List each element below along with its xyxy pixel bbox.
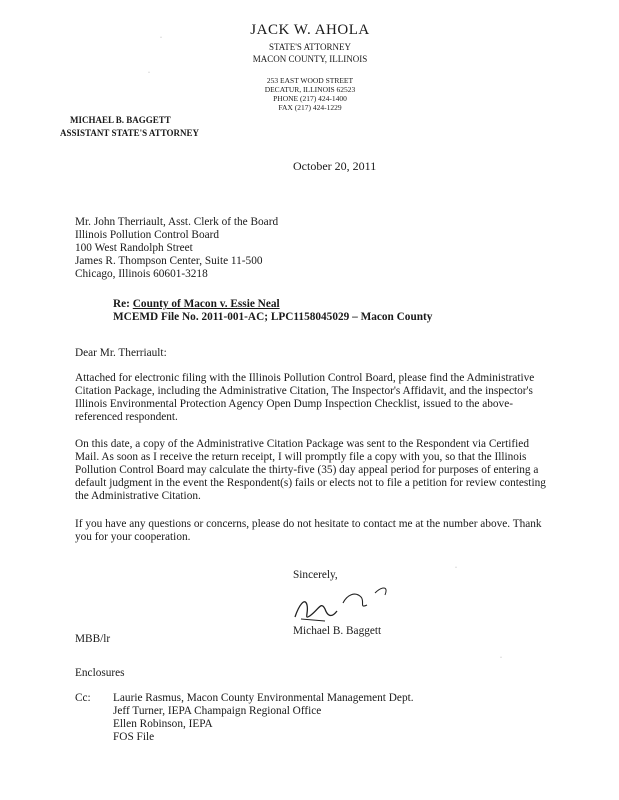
cc-recipient: Jeff Turner, IEPA Champaign Regional Office: [113, 705, 322, 717]
closing: Sincerely,: [293, 569, 338, 581]
re-case-line: [113, 298, 432, 311]
scan-speck: ·: [160, 35, 162, 41]
salutation: Dear Mr. Therriault:: [75, 347, 167, 359]
letterhead-county: MACON COUNTY, ILLINOIS: [252, 54, 368, 64]
re-case: County of Macon v. Essie Neal: [132, 298, 280, 310]
address-line: PHONE (217) 424-1400: [273, 94, 347, 103]
handwritten-signature: [285, 575, 435, 630]
cc-recipient: Laurie Rasmus, Macon County Environmental Management Dept.: [113, 692, 414, 704]
cc-recipient: FOS File: [113, 731, 155, 743]
body-paragraph: On this date, a copy of the Administrative Citation Package was sent to the Respondent via Certified Mail. As soon as I receive the return receipt, I will promptly file a copy with you, so that the Illinois Pollution Control Board may calculate the thirty-five (35) day appeal period for purposes of entering a default judgment in the event the Respondent(s) fails or elects not to file a petition for review contesting the Administrative Citation.: [75, 438, 546, 502]
recipient-line: Illinois Pollution Control Board: [75, 229, 220, 241]
cc-list: [113, 692, 414, 744]
signer-name: Michael B. Baggett: [293, 625, 382, 637]
cc-recipient: Ellen Robinson, IEPA: [113, 718, 213, 730]
recipient-line: 100 West Randolph Street: [75, 242, 193, 254]
recipient-line: Mr. John Therriault, Asst. Clerk of the Board: [75, 216, 279, 228]
scan-speck: ·: [500, 655, 502, 661]
body-paragraph: Attached for electronic filing with the Illinois Pollution Control Board, please find the Administrative Citation Package, including the Administrative Citation, The Inspector's Affidavit, and the inspector's Illinois Environmental Protection Agency Open Dump Inspection Checklist, issued to the above-referenced respondent.: [75, 372, 535, 423]
re-block: [113, 298, 432, 324]
address-line: 253 EAST WOOD STREET: [266, 76, 354, 85]
enclosures-label: Enclosures: [75, 667, 125, 679]
re-file-line: MCEMD File No. 2011-001-AC; LPC1158045029 – Macon County: [113, 311, 433, 323]
address-line: FAX (217) 424-1229: [278, 103, 342, 112]
scan-speck: ·: [455, 565, 457, 571]
letterhead-title: STATE'S ATTORNEY: [269, 42, 351, 52]
recipient-line: James R. Thompson Center, Suite 11-500: [75, 255, 263, 267]
cc-label: Cc:: [75, 692, 91, 704]
typist-initials: MBB/lr: [75, 633, 111, 645]
body-paragraph: If you have any questions or concerns, please do not hesitate to contact me at the number above. Thank you for your cooperation.: [75, 518, 542, 543]
letterhead-name: JACK W. AHOLA: [250, 22, 370, 38]
letter-date: October 20, 2011: [293, 159, 377, 173]
assistant-name: MICHAEL B. BAGGETT: [70, 115, 171, 125]
assistant-title: ASSISTANT STATE'S ATTORNEY: [60, 128, 200, 138]
recipient-block: [75, 216, 278, 281]
re-prefix: Re:: [113, 298, 133, 310]
recipient-line: Chicago, Illinois 60601-3218: [75, 268, 208, 280]
address-line: DECATUR, ILLINOIS 62523: [264, 85, 356, 94]
scan-speck: ·: [148, 70, 150, 76]
